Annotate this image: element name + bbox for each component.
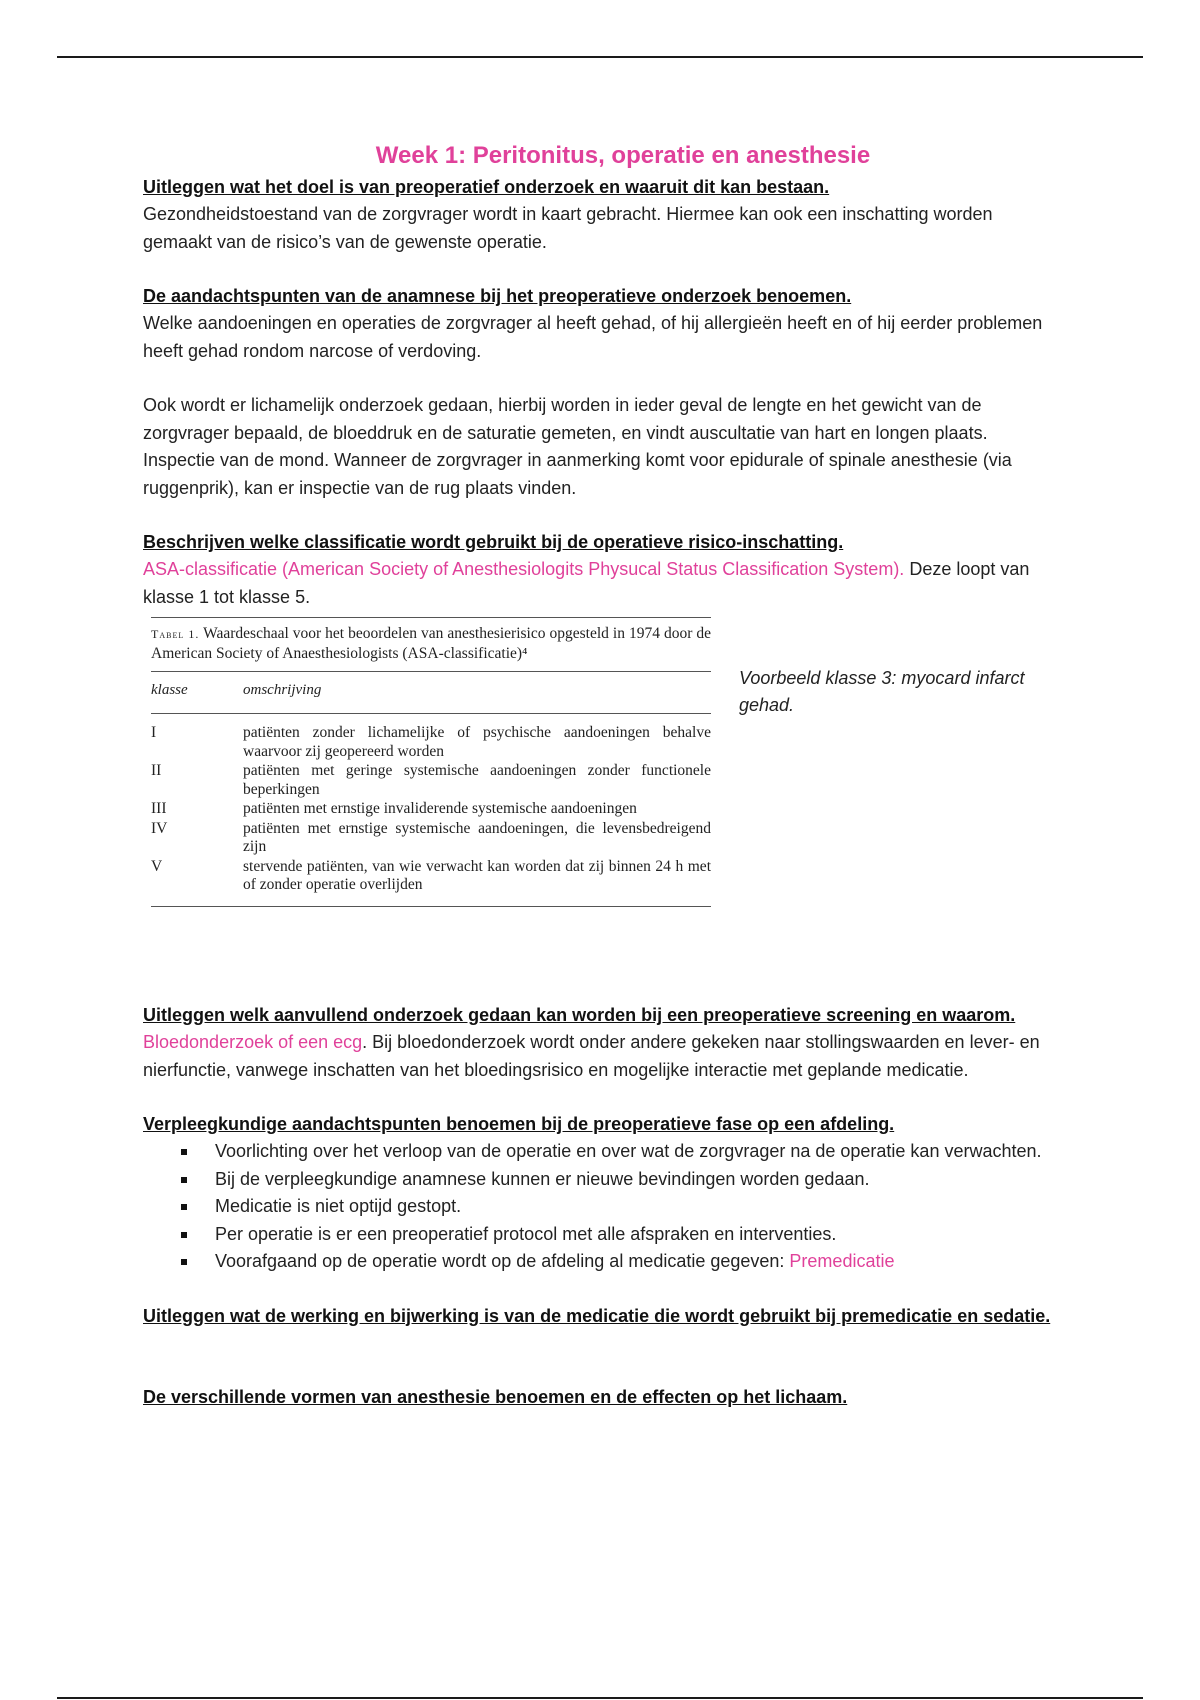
description-cell: patiënten zonder lichamelijke of psychische aandoeningen behalve waarvoor zij geopereerd worden [243, 724, 711, 760]
list-item-text: Medicatie is niet optijd gestopt. [215, 1196, 462, 1216]
asa-highlight: ASA-classificatie (American Society of Anesthesiologits Physucal Status Classification System). [143, 559, 905, 579]
col-header-description: omschrijving [243, 682, 322, 698]
list-item [181, 1193, 1063, 1221]
premedication-highlight: Premedicatie [789, 1251, 895, 1271]
bottom-rule [57, 1697, 1143, 1699]
spacer [143, 1357, 1063, 1384]
spacer [143, 975, 1063, 1002]
class-cell: V [151, 857, 163, 875]
document-page [143, 142, 1063, 1411]
heading-classification: Beschrijven welke classificatie wordt gebruikt bij de operatieve risico-inschatting. [143, 532, 844, 552]
asa-caption [151, 618, 711, 671]
heading-anesthesia-forms: De verschillende vormen van anesthesie benoemen en de effecten op het lichaam. [143, 1386, 848, 1407]
heading-preoperative-goal: Uitleggen wat het doel is van preoperatief onderzoek en waaruit dit kan bestaan. [143, 177, 830, 197]
paragraph-additional-tests [143, 1029, 1063, 1084]
description-cell: patiënten met ernstige systemische aandoeningen, die levensbedreigend zijn [243, 819, 711, 855]
blood-test-highlight: Bloedonderzoek of een ecg [143, 1032, 363, 1052]
asa-range-text: Deze loopt van klasse 1 tot klasse 5. [143, 559, 1030, 607]
paragraph-classification [143, 556, 1063, 611]
class-cell: IV [151, 819, 168, 837]
bullet-icon [181, 1259, 187, 1265]
list-item-text: Voorafgaand op de operatie wordt op de afdeling al medicatie gegeven: [215, 1251, 790, 1271]
paragraph-preoperative-goal: Gezondheidstoestand van de zorgvrager wordt in kaart gebracht. Hiermee kan ook een inschatting worden gemaakt van de risico’s van de gewenste operatie. [143, 204, 993, 252]
table-row [151, 820, 711, 857]
description-cell: patiënten met ernstige invaliderende systemische aandoeningen [243, 800, 637, 817]
heading-additional-tests: Uitleggen welk aanvullend onderzoek gedaan kan worden bij een preoperatieve screening en waarom. [143, 1005, 1016, 1025]
table-row [151, 800, 711, 819]
spacer [143, 1330, 1063, 1357]
bullet-icon [181, 1204, 187, 1210]
spacer [143, 365, 1063, 392]
spacer [143, 1276, 1063, 1303]
paragraph-anamnesis-1: Welke aandoeningen en operaties de zorgvrager al heeft gehad, of hij allergieën heeft en of hij eerder problemen heeft gehad rondom narcose of verdoving. [143, 313, 1043, 361]
table-row [151, 724, 711, 761]
list-item [181, 1138, 1063, 1166]
asa-caption-text: Waardeschaal voor het beoordelen van anesthesierisico opgesteld in 1974 door de American Society of Anaesthesiologists (ASA-classificatie)⁴ [151, 625, 712, 662]
spacer [143, 1084, 1063, 1111]
spacer [143, 256, 1063, 283]
list-item-text: Per operatie is er een preoperatief protocol met alle afspraken en interventies. [215, 1223, 837, 1244]
bullet-icon [181, 1232, 187, 1238]
description-cell: stervende patiënten, van wie verwacht kan worden dat zij binnen 24 h met of zonder operatie overlijden [243, 857, 711, 893]
col-header-class: klasse [151, 682, 188, 698]
heading-anamnesis: De aandachtspunten van de anamnese bij het preoperatieve onderzoek benoemen. [143, 286, 852, 306]
list-item-text: Bij de verpleegkundige anamnese kunnen er nieuwe bevindingen worden gedaan. [215, 1168, 870, 1189]
class-cell: I [151, 724, 157, 741]
asa-table-body [151, 714, 711, 906]
page-title: Week 1: Peritonitus, operatie en anesthesie [375, 142, 871, 169]
list-item [181, 1248, 1063, 1276]
list-item-text: Voorlichting over het verloop van de operatie en over wat de zorgvrager na de operatie kan verwachten. [215, 1141, 1042, 1161]
heading-premedication: Uitleggen wat de werking en bijwerking is van de medicatie die wordt gebruikt bij premedicatie en sedatie. [143, 1305, 1051, 1326]
asa-table-header [151, 672, 711, 713]
nursing-points-list [143, 1138, 1063, 1276]
spacer [143, 502, 1063, 529]
list-item [181, 1221, 1063, 1249]
description-cell: patiënten met geringe systemische aandoeningen zonder functionele beperkingen [243, 762, 711, 798]
list-item [181, 1166, 1063, 1194]
asa-caption-tag: Tabel 1. [151, 627, 200, 641]
table-row [151, 858, 711, 895]
blood-test-text: . Bij bloedonderzoek wordt onder andere gekeken naar stollingswaarden en lever- en nierfunctie, vanwege inschatten van het bloedingsrisico en mogelijke interactie met geplande medicatie. [143, 1032, 1040, 1080]
table-row [151, 762, 711, 799]
top-rule [57, 56, 1143, 58]
class-3-example-note: Voorbeeld klasse 3: myocard infarct gehad. [739, 668, 1025, 715]
asa-figure [143, 617, 1063, 975]
bullet-icon [181, 1177, 187, 1183]
bullet-icon [181, 1149, 187, 1155]
class-cell: II [151, 762, 162, 779]
asa-table [151, 617, 711, 907]
paragraph-anamnesis-2: Ook wordt er lichamelijk onderzoek gedaan, hierbij worden in ieder geval de lengte en het gewicht van de zorgvrager bepaald, de bloeddruk en de saturatie gemeten, en vindt auscultatie van hart en longen plaats. Inspectie van de mond. Wanneer de zorgvrager in aanmerking komt voor epidurale of spinale anesthesie (via ruggenprik), kan er inspectie van de rug plaats vinden. [143, 395, 1012, 498]
heading-nursing-points: Verpleegkundige aandachtspunten benoemen bij de preoperatieve fase op een afdeling. [143, 1114, 895, 1134]
class-cell: III [151, 800, 167, 817]
table-rule [151, 906, 711, 907]
